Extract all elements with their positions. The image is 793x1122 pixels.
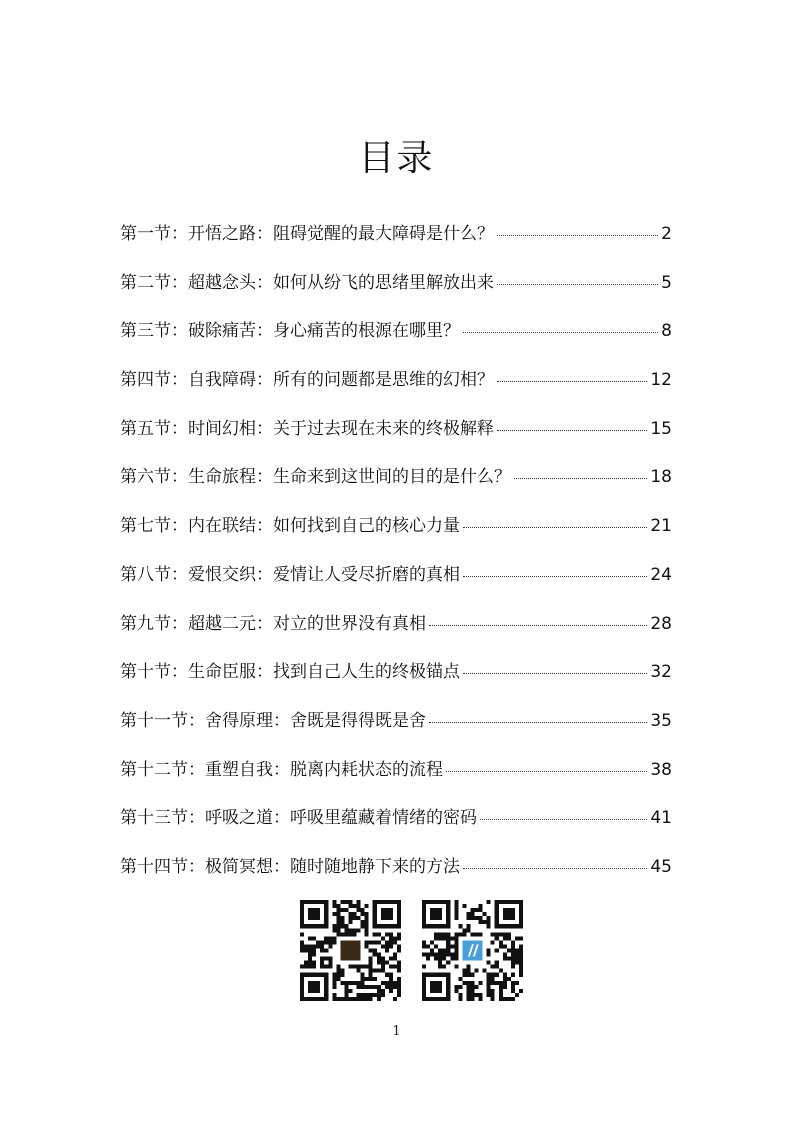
toc-entry[interactable] bbox=[120, 222, 672, 271]
toc-entry[interactable] bbox=[120, 563, 672, 612]
toc-entry-page: 45 bbox=[650, 856, 672, 877]
toc-entry-page: 18 bbox=[650, 467, 672, 488]
toc-entry-page: 5 bbox=[661, 272, 672, 293]
toc-entry-title: 第一节：开悟之路：阻碍觉醒的最大障碍是什么？ bbox=[120, 224, 494, 244]
dot-leader bbox=[463, 673, 647, 674]
toc-entry-page: 32 bbox=[650, 662, 672, 683]
toc-entry[interactable] bbox=[120, 855, 672, 904]
dot-leader bbox=[497, 235, 658, 236]
dark-avatar-logo bbox=[340, 940, 360, 960]
toc-entry-title: 第八节：爱恨交织：爱情让人受尽折磨的真相 bbox=[120, 564, 460, 585]
toc-entry-title: 第十三节：呼吸之道：呼吸里蕴藏着情绪的密码 bbox=[120, 808, 477, 829]
toc-entry-title: 第二节：超越念头：如何从纷飞的思绪里解放出来 bbox=[120, 272, 494, 293]
dot-leader bbox=[497, 381, 647, 382]
toc-entry-page: 38 bbox=[650, 759, 672, 780]
toc-entry-page: 28 bbox=[650, 613, 672, 634]
page-number: 1 bbox=[392, 1024, 401, 1039]
toc-entry-page: 15 bbox=[650, 418, 672, 439]
dot-leader bbox=[463, 576, 647, 577]
toc-entry-page: 21 bbox=[650, 516, 672, 537]
dot-leader bbox=[429, 625, 647, 626]
toc-entry[interactable] bbox=[120, 806, 672, 855]
toc-entry[interactable] bbox=[120, 465, 672, 514]
toc-entry-title: 第七节：内在联结：如何找到自己的核心力量 bbox=[120, 516, 460, 537]
dot-leader bbox=[463, 332, 658, 333]
toc-entry-title: 第十节：生命臣服：找到自己人生的终极锚点 bbox=[120, 662, 460, 683]
toc-entry[interactable] bbox=[120, 417, 672, 466]
toc-entry-page: 24 bbox=[650, 564, 672, 585]
toc-entry[interactable] bbox=[120, 319, 672, 368]
toc-entry[interactable] bbox=[120, 758, 672, 807]
toc-entry[interactable] bbox=[120, 368, 672, 417]
toc-entry[interactable] bbox=[120, 709, 672, 758]
toc-entry-title: 第五节：时间幻相：关于过去现在未来的终极解释 bbox=[120, 418, 494, 439]
dot-leader bbox=[497, 430, 647, 431]
toc-entry-page: 2 bbox=[661, 224, 672, 244]
toc-entry-title: 第九节：超越二元：对立的世界没有真相 bbox=[120, 613, 426, 634]
toc-entry-title: 第十四节：极简冥想：随时随地静下来的方法 bbox=[120, 856, 460, 877]
toc-entry-title: 第四节：自我障碍：所有的问题都是思维的幻相？ bbox=[120, 370, 494, 391]
toc-entry[interactable] bbox=[120, 271, 672, 320]
toc-entry-page: 8 bbox=[661, 321, 672, 342]
toc-entry-title: 第十二节：重塑自我：脱离内耗状态的流程 bbox=[120, 759, 443, 780]
dot-leader bbox=[463, 527, 647, 528]
dot-leader bbox=[463, 868, 647, 869]
page-title: 目录 bbox=[358, 138, 435, 179]
table-of-contents bbox=[120, 222, 672, 904]
toc-entry[interactable] bbox=[120, 514, 672, 563]
toc-entry-title: 第三节：破除痛苦：身心痛苦的根源在哪里？ bbox=[120, 321, 460, 342]
toc-entry[interactable] bbox=[120, 612, 672, 661]
toc-entry-title: 第十一节：舍得原理：舍既是得得既是舍 bbox=[120, 710, 426, 731]
toc-entry-page: 35 bbox=[650, 710, 672, 731]
dot-leader bbox=[514, 478, 647, 479]
dot-leader bbox=[497, 284, 658, 285]
toc-entry-page: 41 bbox=[650, 808, 672, 829]
blue-brand-logo bbox=[462, 940, 482, 960]
dot-leader bbox=[446, 771, 647, 772]
toc-entry-page: 12 bbox=[650, 370, 672, 391]
dot-leader bbox=[480, 819, 647, 820]
dot-leader bbox=[429, 722, 647, 723]
qr-code-icon[interactable] bbox=[300, 900, 401, 1001]
toc-entry[interactable] bbox=[120, 660, 672, 709]
toc-entry-title: 第六节：生命旅程：生命来到这世间的目的是什么？ bbox=[120, 467, 511, 488]
qr-code-icon[interactable] bbox=[422, 900, 523, 1001]
